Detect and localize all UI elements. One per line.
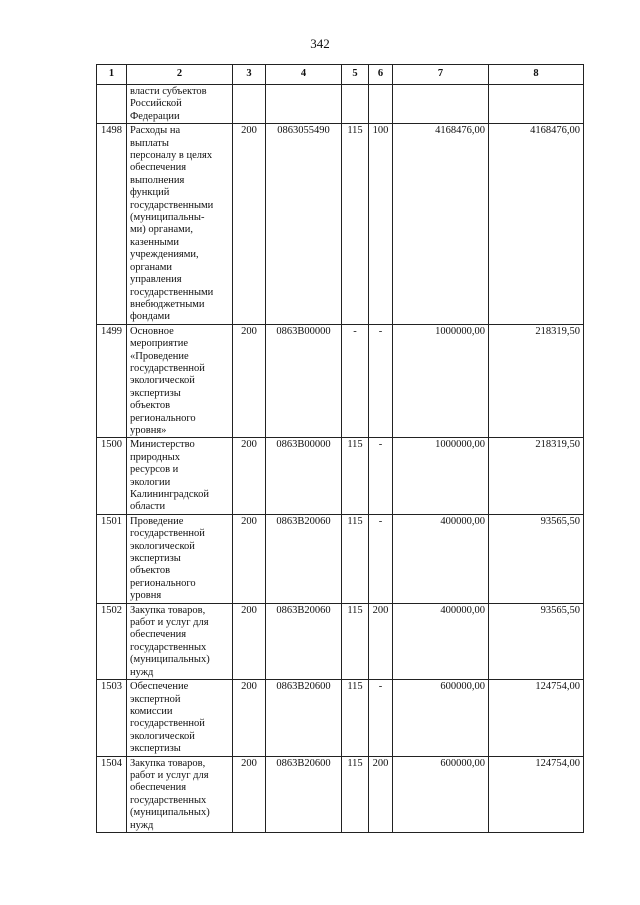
row-name-cell: Обеспечение экспертной комиссии государственной экологической экспертизы [127, 680, 233, 756]
code-cell: 200 [233, 438, 266, 514]
column-header: 7 [393, 65, 489, 85]
column-header: 2 [127, 65, 233, 85]
code-cell: 200 [233, 124, 266, 325]
expense-type-cell [369, 85, 393, 124]
expense-type-cell: 200 [369, 603, 393, 679]
table-body [97, 85, 584, 833]
table-row [97, 438, 584, 514]
expense-type-cell: 100 [369, 124, 393, 325]
row-number-cell: 1500 [97, 438, 127, 514]
table-row [97, 603, 584, 679]
executed-amount-cell: 93565,50 [489, 514, 584, 603]
column-header: 4 [266, 65, 342, 85]
executed-amount-cell: 124754,00 [489, 756, 584, 832]
target-code-cell: 0863В00000 [266, 324, 342, 438]
table-row [97, 124, 584, 325]
row-number-cell: 1502 [97, 603, 127, 679]
code-cell: 200 [233, 680, 266, 756]
target-code-cell: 0863055490 [266, 124, 342, 325]
row-name-cell: власти субъектов Российской Федерации [127, 85, 233, 124]
table-row [97, 85, 584, 124]
target-code-cell [266, 85, 342, 124]
code-cell: 200 [233, 756, 266, 832]
expense-type-cell: 200 [369, 756, 393, 832]
section-code-cell: 115 [342, 438, 369, 514]
column-header: 1 [97, 65, 127, 85]
page-number: 342 [310, 36, 330, 51]
expense-type-cell: - [369, 514, 393, 603]
row-number-cell [97, 85, 127, 124]
table-row [97, 514, 584, 603]
planned-amount-cell: 1000000,00 [393, 324, 489, 438]
section-code-cell: 115 [342, 514, 369, 603]
code-cell [233, 85, 266, 124]
column-header: 5 [342, 65, 369, 85]
section-code-cell: 115 [342, 680, 369, 756]
row-number-cell: 1498 [97, 124, 127, 325]
target-code-cell: 0863В20600 [266, 680, 342, 756]
executed-amount-cell: 124754,00 [489, 680, 584, 756]
row-name-cell: Расходы на выплаты персоналу в целях обеспечения выполнения функций государственными (муниципальны- ми) органами, казенными учреждениями, органами управления государственными внебюджетными фондами [127, 124, 233, 325]
target-code-cell: 0863В20600 [266, 756, 342, 832]
expense-type-cell: - [369, 680, 393, 756]
code-cell: 200 [233, 324, 266, 438]
row-name-cell: Закупка товаров, работ и услуг для обеспечения государственных (муниципальных) нужд [127, 756, 233, 832]
executed-amount-cell: 218319,50 [489, 324, 584, 438]
row-number-cell: 1504 [97, 756, 127, 832]
row-number-cell: 1499 [97, 324, 127, 438]
target-code-cell: 0863В20060 [266, 603, 342, 679]
planned-amount-cell: 4168476,00 [393, 124, 489, 325]
row-number-cell: 1503 [97, 680, 127, 756]
column-header: 8 [489, 65, 584, 85]
section-code-cell: 115 [342, 756, 369, 832]
table-row [97, 324, 584, 438]
expense-type-cell: - [369, 324, 393, 438]
row-number-cell: 1501 [97, 514, 127, 603]
planned-amount-cell: 400000,00 [393, 603, 489, 679]
planned-amount-cell [393, 85, 489, 124]
executed-amount-cell [489, 85, 584, 124]
target-code-cell: 0863В20060 [266, 514, 342, 603]
code-cell: 200 [233, 603, 266, 679]
planned-amount-cell: 1000000,00 [393, 438, 489, 514]
target-code-cell: 0863В00000 [266, 438, 342, 514]
table-row [97, 756, 584, 832]
code-cell: 200 [233, 514, 266, 603]
executed-amount-cell: 4168476,00 [489, 124, 584, 325]
column-header: 6 [369, 65, 393, 85]
table-row [97, 680, 584, 756]
executed-amount-cell: 218319,50 [489, 438, 584, 514]
section-code-cell [342, 85, 369, 124]
row-name-cell: Проведение государственной экологической экспертизы объектов регионального уровня [127, 514, 233, 603]
column-header: 3 [233, 65, 266, 85]
planned-amount-cell: 600000,00 [393, 680, 489, 756]
expense-type-cell: - [369, 438, 393, 514]
section-code-cell: 115 [342, 603, 369, 679]
section-code-cell: - [342, 324, 369, 438]
row-name-cell: Министерство природных ресурсов и экологии Калининградской области [127, 438, 233, 514]
executed-amount-cell: 93565,50 [489, 603, 584, 679]
row-name-cell: Закупка товаров, работ и услуг для обеспечения государственных (муниципальных) нужд [127, 603, 233, 679]
row-name-cell: Основное мероприятие «Проведение государственной экологической экспертизы объектов регионального уровня» [127, 324, 233, 438]
section-code-cell: 115 [342, 124, 369, 325]
budget-table [96, 64, 584, 833]
table-header-row [97, 65, 584, 85]
planned-amount-cell: 600000,00 [393, 756, 489, 832]
planned-amount-cell: 400000,00 [393, 514, 489, 603]
